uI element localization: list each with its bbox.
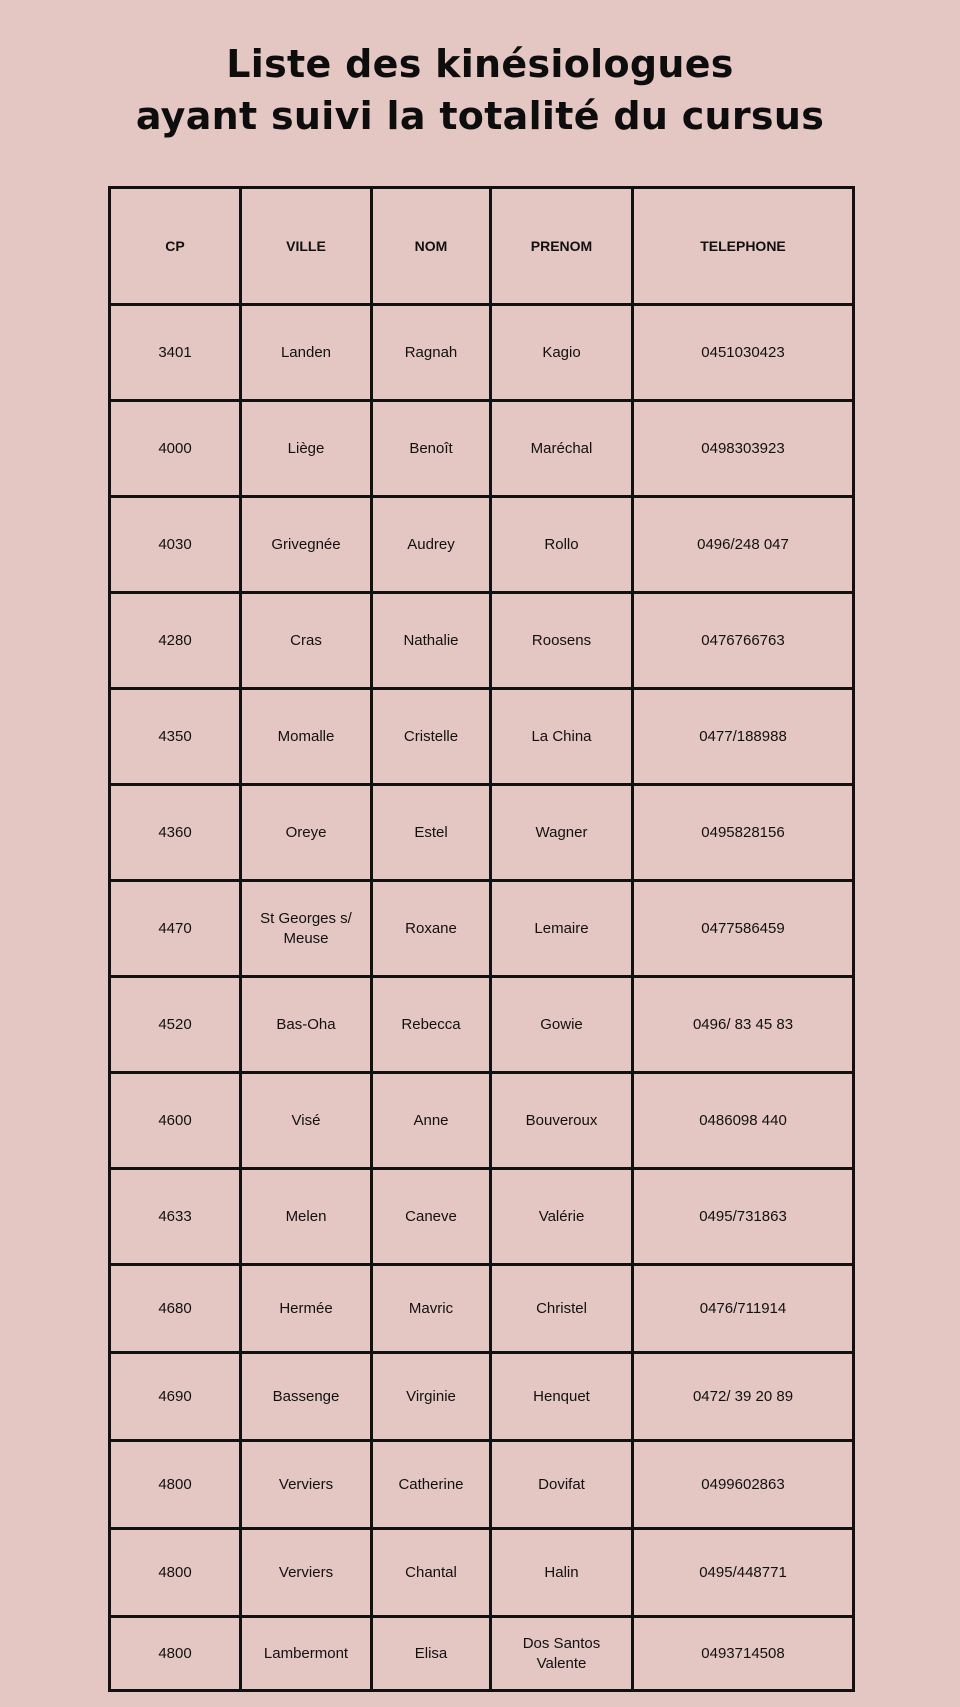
cell-nom: Virginie xyxy=(372,1353,491,1441)
cell-prenom: Bouveroux xyxy=(491,1073,633,1169)
table-row xyxy=(110,1441,854,1529)
cell-telephone: 0477586459 xyxy=(633,881,854,977)
cell-nom: Mavric xyxy=(372,1265,491,1353)
cell-telephone: 0495/448771 xyxy=(633,1529,854,1617)
table-row xyxy=(110,1169,854,1265)
table-row xyxy=(110,497,854,593)
cell-prenom: Gowie xyxy=(491,977,633,1073)
cell-cp: 4000 xyxy=(110,401,241,497)
cell-nom: Chantal xyxy=(372,1529,491,1617)
cell-nom: Elisa xyxy=(372,1617,491,1691)
cell-prenom: Lemaire xyxy=(491,881,633,977)
table-header-row xyxy=(110,188,854,305)
cell-nom: Nathalie xyxy=(372,593,491,689)
cell-prenom: Maréchal xyxy=(491,401,633,497)
header-nom: NOM xyxy=(372,188,491,305)
header-prenom: PRENOM xyxy=(491,188,633,305)
cell-prenom: Rollo xyxy=(491,497,633,593)
table-row xyxy=(110,401,854,497)
cell-cp: 4280 xyxy=(110,593,241,689)
cell-nom: Cristelle xyxy=(372,689,491,785)
cell-ville: Hermée xyxy=(241,1265,372,1353)
cell-nom: Catherine xyxy=(372,1441,491,1529)
table-row xyxy=(110,1265,854,1353)
cell-telephone: 0476/711914 xyxy=(633,1265,854,1353)
cell-ville: Verviers xyxy=(241,1529,372,1617)
cell-prenom: Henquet xyxy=(491,1353,633,1441)
cell-ville: Landen xyxy=(241,305,372,401)
cell-nom: Rebecca xyxy=(372,977,491,1073)
page-title-line-2: ayant suivi la totalité du cursus xyxy=(135,94,825,138)
header-ville: VILLE xyxy=(241,188,372,305)
table-row xyxy=(110,593,854,689)
cell-cp: 4350 xyxy=(110,689,241,785)
cell-cp: 4680 xyxy=(110,1265,241,1353)
cell-nom: Ragnah xyxy=(372,305,491,401)
cell-cp: 4800 xyxy=(110,1529,241,1617)
cell-telephone: 0495828156 xyxy=(633,785,854,881)
header-telephone: TELEPHONE xyxy=(633,188,854,305)
cell-telephone: 0496/ 83 45 83 xyxy=(633,977,854,1073)
cell-ville: St Georges s/ Meuse xyxy=(241,881,372,977)
cell-cp: 4633 xyxy=(110,1169,241,1265)
cell-nom: Audrey xyxy=(372,497,491,593)
table-row xyxy=(110,305,854,401)
cell-ville: Melen xyxy=(241,1169,372,1265)
cell-telephone: 0472/ 39 20 89 xyxy=(633,1353,854,1441)
table-row xyxy=(110,1353,854,1441)
cell-prenom: Roosens xyxy=(491,593,633,689)
cell-telephone: 0495/731863 xyxy=(633,1169,854,1265)
cell-ville: Bas-Oha xyxy=(241,977,372,1073)
table-row xyxy=(110,689,854,785)
cell-telephone: 0498303923 xyxy=(633,401,854,497)
cell-nom: Anne xyxy=(372,1073,491,1169)
cell-telephone: 0496/248 047 xyxy=(633,497,854,593)
cell-cp: 4520 xyxy=(110,977,241,1073)
cell-prenom: Kagio xyxy=(491,305,633,401)
cell-cp: 4360 xyxy=(110,785,241,881)
cell-cp: 4690 xyxy=(110,1353,241,1441)
page-title xyxy=(0,38,960,142)
table-row xyxy=(110,1073,854,1169)
cell-telephone: 0476766763 xyxy=(633,593,854,689)
table-row xyxy=(110,1617,854,1691)
kinesiologists-table xyxy=(108,186,855,1692)
table-row xyxy=(110,785,854,881)
cell-cp: 4800 xyxy=(110,1617,241,1691)
cell-ville: Cras xyxy=(241,593,372,689)
cell-prenom: Dos Santos Valente xyxy=(491,1617,633,1691)
cell-prenom: Christel xyxy=(491,1265,633,1353)
cell-cp: 4600 xyxy=(110,1073,241,1169)
page-title-line-1: Liste des kinésiologues xyxy=(226,42,734,86)
cell-ville: Liège xyxy=(241,401,372,497)
cell-telephone: 0486098 440 xyxy=(633,1073,854,1169)
cell-telephone: 0477/188988 xyxy=(633,689,854,785)
cell-nom: Benoît xyxy=(372,401,491,497)
cell-ville: Visé xyxy=(241,1073,372,1169)
cell-prenom: Wagner xyxy=(491,785,633,881)
cell-ville: Oreye xyxy=(241,785,372,881)
table-row xyxy=(110,1529,854,1617)
cell-nom: Caneve xyxy=(372,1169,491,1265)
cell-ville: Grivegnée xyxy=(241,497,372,593)
cell-cp: 4800 xyxy=(110,1441,241,1529)
table-row xyxy=(110,977,854,1073)
table-row xyxy=(110,881,854,977)
cell-prenom: Halin xyxy=(491,1529,633,1617)
cell-ville: Lambermont xyxy=(241,1617,372,1691)
header-cp: CP xyxy=(110,188,241,305)
cell-nom: Estel xyxy=(372,785,491,881)
cell-ville: Momalle xyxy=(241,689,372,785)
cell-ville: Bassenge xyxy=(241,1353,372,1441)
cell-telephone: 0451030423 xyxy=(633,305,854,401)
cell-ville: Verviers xyxy=(241,1441,372,1529)
cell-cp: 4030 xyxy=(110,497,241,593)
cell-cp: 3401 xyxy=(110,305,241,401)
cell-nom: Roxane xyxy=(372,881,491,977)
cell-telephone: 0499602863 xyxy=(633,1441,854,1529)
cell-prenom: La China xyxy=(491,689,633,785)
cell-telephone: 0493714508 xyxy=(633,1617,854,1691)
cell-prenom: Valérie xyxy=(491,1169,633,1265)
cell-cp: 4470 xyxy=(110,881,241,977)
cell-prenom: Dovifat xyxy=(491,1441,633,1529)
